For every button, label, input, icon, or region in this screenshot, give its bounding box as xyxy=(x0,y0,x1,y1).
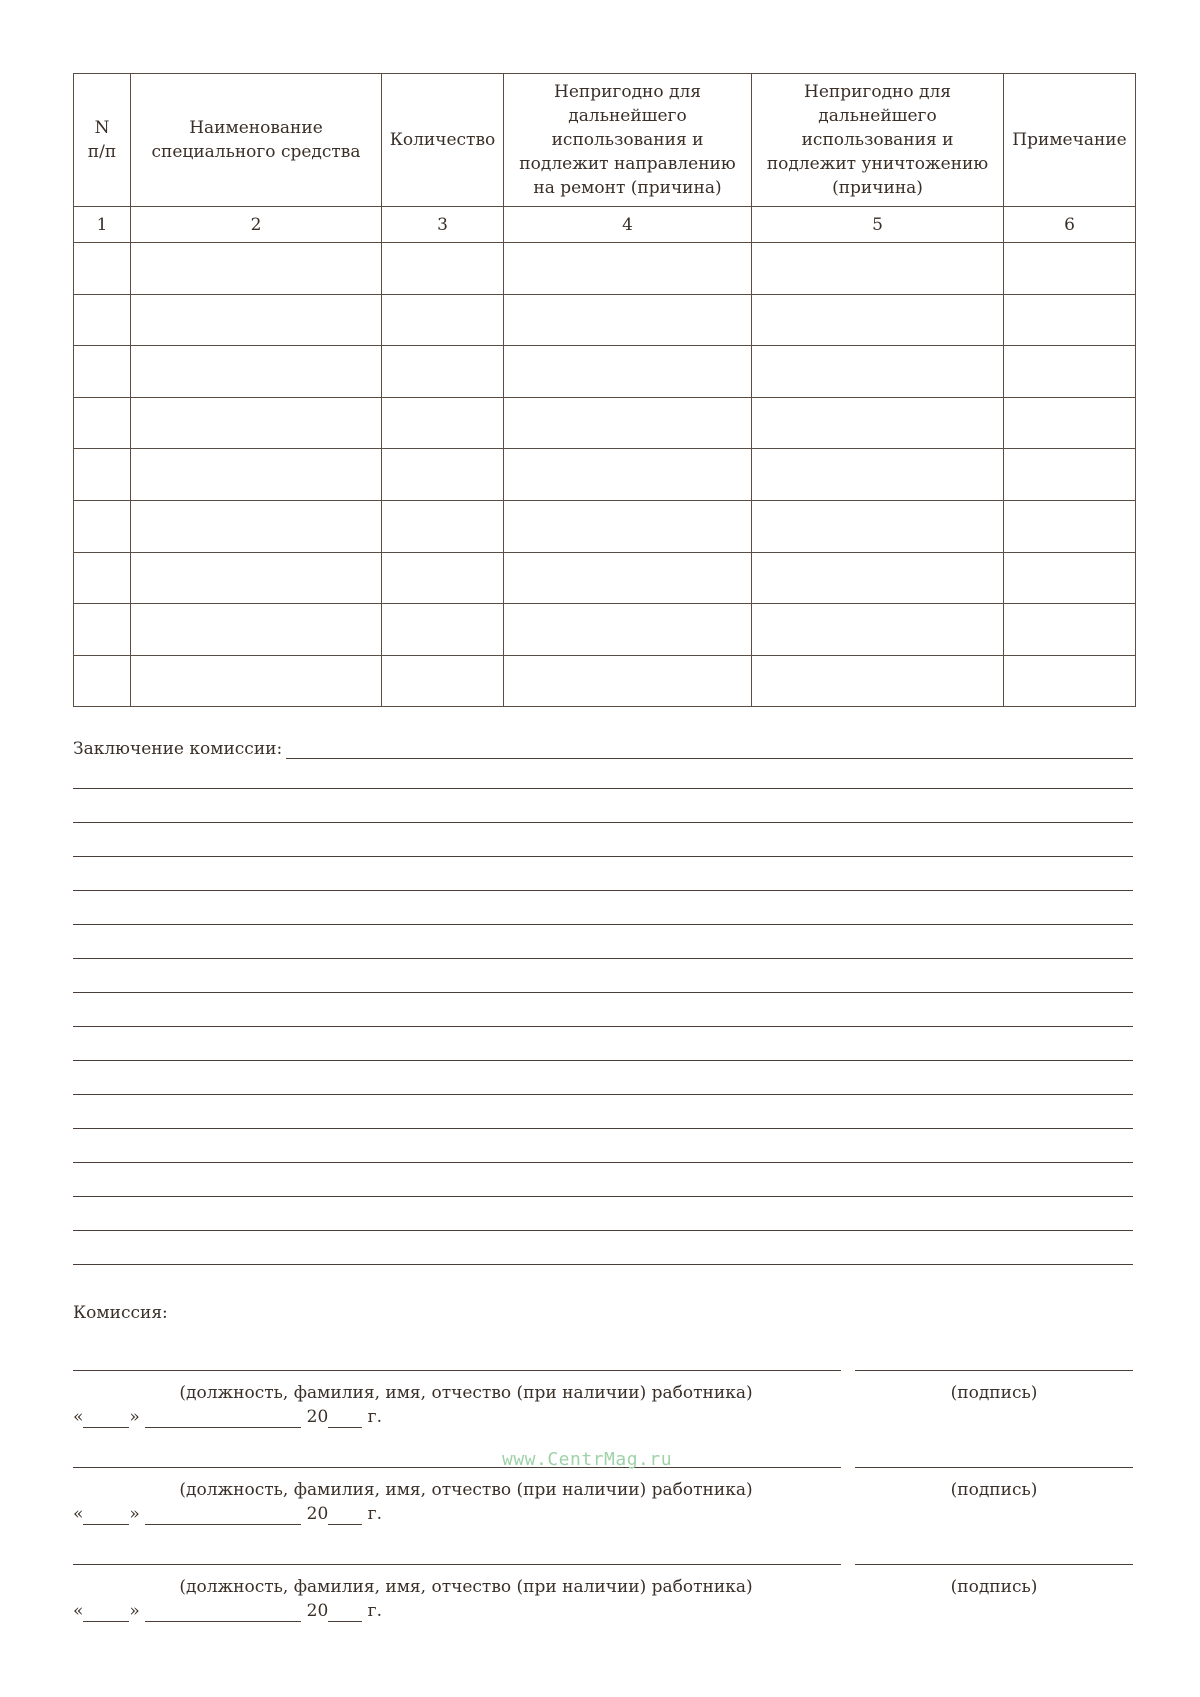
conclusion-line[interactable] xyxy=(73,1162,1133,1163)
table-cell[interactable] xyxy=(382,294,504,346)
table-row xyxy=(74,604,1136,656)
month-field[interactable] xyxy=(145,1604,301,1622)
month-field[interactable] xyxy=(145,1507,301,1525)
table-cell[interactable] xyxy=(74,243,131,295)
table-cell[interactable] xyxy=(74,346,131,398)
table-cell[interactable] xyxy=(752,655,1004,707)
date-row xyxy=(73,1600,382,1622)
table-row xyxy=(74,449,1136,501)
specmeans-table xyxy=(73,73,1136,707)
commission-label: Комиссия: xyxy=(73,1303,168,1323)
table-cell[interactable] xyxy=(504,397,752,449)
conclusion-line[interactable] xyxy=(73,856,1133,857)
table-cell[interactable] xyxy=(382,500,504,552)
table-cell[interactable] xyxy=(752,604,1004,656)
table-cell[interactable] xyxy=(74,294,131,346)
conclusion-line[interactable] xyxy=(73,992,1133,993)
table-cell[interactable] xyxy=(504,346,752,398)
table-cell[interactable] xyxy=(74,500,131,552)
table-cell[interactable] xyxy=(752,552,1004,604)
table-row xyxy=(74,294,1136,346)
table-cell[interactable] xyxy=(504,243,752,295)
table-cell[interactable] xyxy=(382,655,504,707)
column-number: 6 xyxy=(1004,207,1136,243)
month-field[interactable] xyxy=(145,1410,301,1428)
year-suffix: г. xyxy=(367,1504,382,1524)
table-cell[interactable] xyxy=(752,397,1004,449)
year-prefix: 20 xyxy=(306,1601,329,1621)
signature-block xyxy=(73,1564,1135,1664)
year-field[interactable] xyxy=(328,1604,362,1622)
table-cell[interactable] xyxy=(752,346,1004,398)
conclusion-line[interactable] xyxy=(73,1230,1133,1231)
conclusion-line[interactable] xyxy=(73,890,1133,891)
conclusion-line[interactable] xyxy=(73,1128,1133,1129)
year-suffix: г. xyxy=(367,1407,382,1427)
table-cell[interactable] xyxy=(1004,655,1136,707)
header-destroy: Непригодно для дальнейшего использования и подлежит уничтожению (причина) xyxy=(752,74,1004,207)
name-caption: (должность, фамилия, имя, отчество (при наличии) работника) xyxy=(179,1480,753,1500)
conclusion-line[interactable] xyxy=(73,1264,1133,1265)
year-suffix: г. xyxy=(367,1601,382,1621)
day-field[interactable] xyxy=(83,1507,129,1525)
quote-open: « xyxy=(73,1601,84,1621)
table-cell[interactable] xyxy=(131,397,382,449)
column-number: 3 xyxy=(382,207,504,243)
table-cell[interactable] xyxy=(382,449,504,501)
conclusion-field[interactable] xyxy=(73,735,1133,759)
table-cell[interactable] xyxy=(1004,243,1136,295)
signature-caption: (подпись) xyxy=(950,1577,1038,1597)
table-row xyxy=(74,655,1136,707)
conclusion-input-line[interactable] xyxy=(286,739,1133,759)
date-row xyxy=(73,1406,382,1428)
watermark: www.CentrMag.ru xyxy=(502,1449,673,1470)
table-cell[interactable] xyxy=(752,243,1004,295)
table-row xyxy=(74,346,1136,398)
table-row xyxy=(74,243,1136,295)
table-cell[interactable] xyxy=(74,604,131,656)
member-signature-line[interactable] xyxy=(855,1370,1133,1371)
quote-close: » xyxy=(129,1601,140,1621)
table-cell[interactable] xyxy=(382,397,504,449)
table-row xyxy=(74,552,1136,604)
table-cell[interactable] xyxy=(504,604,752,656)
table-cell[interactable] xyxy=(504,500,752,552)
table-cell[interactable] xyxy=(74,552,131,604)
conclusion-label: Заключение комиссии: xyxy=(73,739,283,759)
header-note: Примечание xyxy=(1004,74,1136,207)
table-cell[interactable] xyxy=(504,449,752,501)
table-cell[interactable] xyxy=(1004,449,1136,501)
table-cell[interactable] xyxy=(1004,500,1136,552)
member-signature-line[interactable] xyxy=(855,1564,1133,1565)
table-cell[interactable] xyxy=(74,397,131,449)
quote-open: « xyxy=(73,1407,84,1427)
quote-open: « xyxy=(73,1504,84,1524)
member-name-line[interactable] xyxy=(73,1370,841,1371)
year-prefix: 20 xyxy=(306,1504,329,1524)
member-name-line[interactable] xyxy=(73,1467,841,1468)
header-name: Наименование специального средства xyxy=(131,74,382,207)
table-cell[interactable] xyxy=(131,243,382,295)
member-signature-line[interactable] xyxy=(855,1467,1133,1468)
table-cell[interactable] xyxy=(131,604,382,656)
signature-caption: (подпись) xyxy=(950,1383,1038,1403)
column-number-row xyxy=(74,207,1136,243)
table-cell[interactable] xyxy=(382,346,504,398)
table-cell[interactable] xyxy=(1004,397,1136,449)
table-cell[interactable] xyxy=(752,294,1004,346)
year-field[interactable] xyxy=(328,1507,362,1525)
header-repair: Непригодно для дальнейшего использования и подлежит направлению на ремонт (причина) xyxy=(504,74,752,207)
year-field[interactable] xyxy=(328,1410,362,1428)
table-cell[interactable] xyxy=(74,449,131,501)
table-row xyxy=(74,500,1136,552)
table-cell[interactable] xyxy=(382,243,504,295)
table-cell[interactable] xyxy=(504,552,752,604)
table-cell[interactable] xyxy=(1004,552,1136,604)
day-field[interactable] xyxy=(83,1604,129,1622)
table-cell[interactable] xyxy=(74,655,131,707)
table-cell[interactable] xyxy=(131,346,382,398)
table-cell[interactable] xyxy=(504,655,752,707)
table-cell[interactable] xyxy=(382,604,504,656)
table-cell[interactable] xyxy=(131,449,382,501)
member-name-line[interactable] xyxy=(73,1564,841,1565)
table-cell[interactable] xyxy=(382,552,504,604)
table-cell[interactable] xyxy=(131,552,382,604)
name-caption: (должность, фамилия, имя, отчество (при наличии) работника) xyxy=(179,1383,753,1403)
conclusion-line[interactable] xyxy=(73,788,1133,789)
quote-close: » xyxy=(129,1407,140,1427)
table-cell[interactable] xyxy=(752,449,1004,501)
table-cell[interactable] xyxy=(1004,294,1136,346)
quote-close: » xyxy=(129,1504,140,1524)
table-cell[interactable] xyxy=(1004,346,1136,398)
table-header-row xyxy=(74,74,1136,207)
table-cell[interactable] xyxy=(131,294,382,346)
table-row xyxy=(74,397,1136,449)
column-number: 4 xyxy=(504,207,752,243)
table-cell[interactable] xyxy=(131,655,382,707)
name-caption: (должность, фамилия, имя, отчество (при наличии) работника) xyxy=(179,1577,753,1597)
day-field[interactable] xyxy=(83,1410,129,1428)
conclusion-line[interactable] xyxy=(73,958,1133,959)
column-number: 1 xyxy=(74,207,131,243)
header-number: N п/п xyxy=(74,74,131,207)
column-number: 5 xyxy=(752,207,1004,243)
conclusion-line[interactable] xyxy=(73,822,1133,823)
table-cell[interactable] xyxy=(131,500,382,552)
conclusion-line[interactable] xyxy=(73,1026,1133,1027)
column-number: 2 xyxy=(131,207,382,243)
conclusion-line[interactable] xyxy=(73,1094,1133,1095)
table-cell[interactable] xyxy=(504,294,752,346)
conclusion-line[interactable] xyxy=(73,1060,1133,1061)
conclusion-line[interactable] xyxy=(73,924,1133,925)
year-prefix: 20 xyxy=(306,1407,329,1427)
table-cell[interactable] xyxy=(752,500,1004,552)
signature-caption: (подпись) xyxy=(950,1480,1038,1500)
conclusion-line[interactable] xyxy=(73,1196,1133,1197)
signature-block xyxy=(73,1467,1135,1567)
header-quantity: Количество xyxy=(382,74,504,207)
table-cell[interactable] xyxy=(1004,604,1136,656)
date-row xyxy=(73,1503,382,1525)
